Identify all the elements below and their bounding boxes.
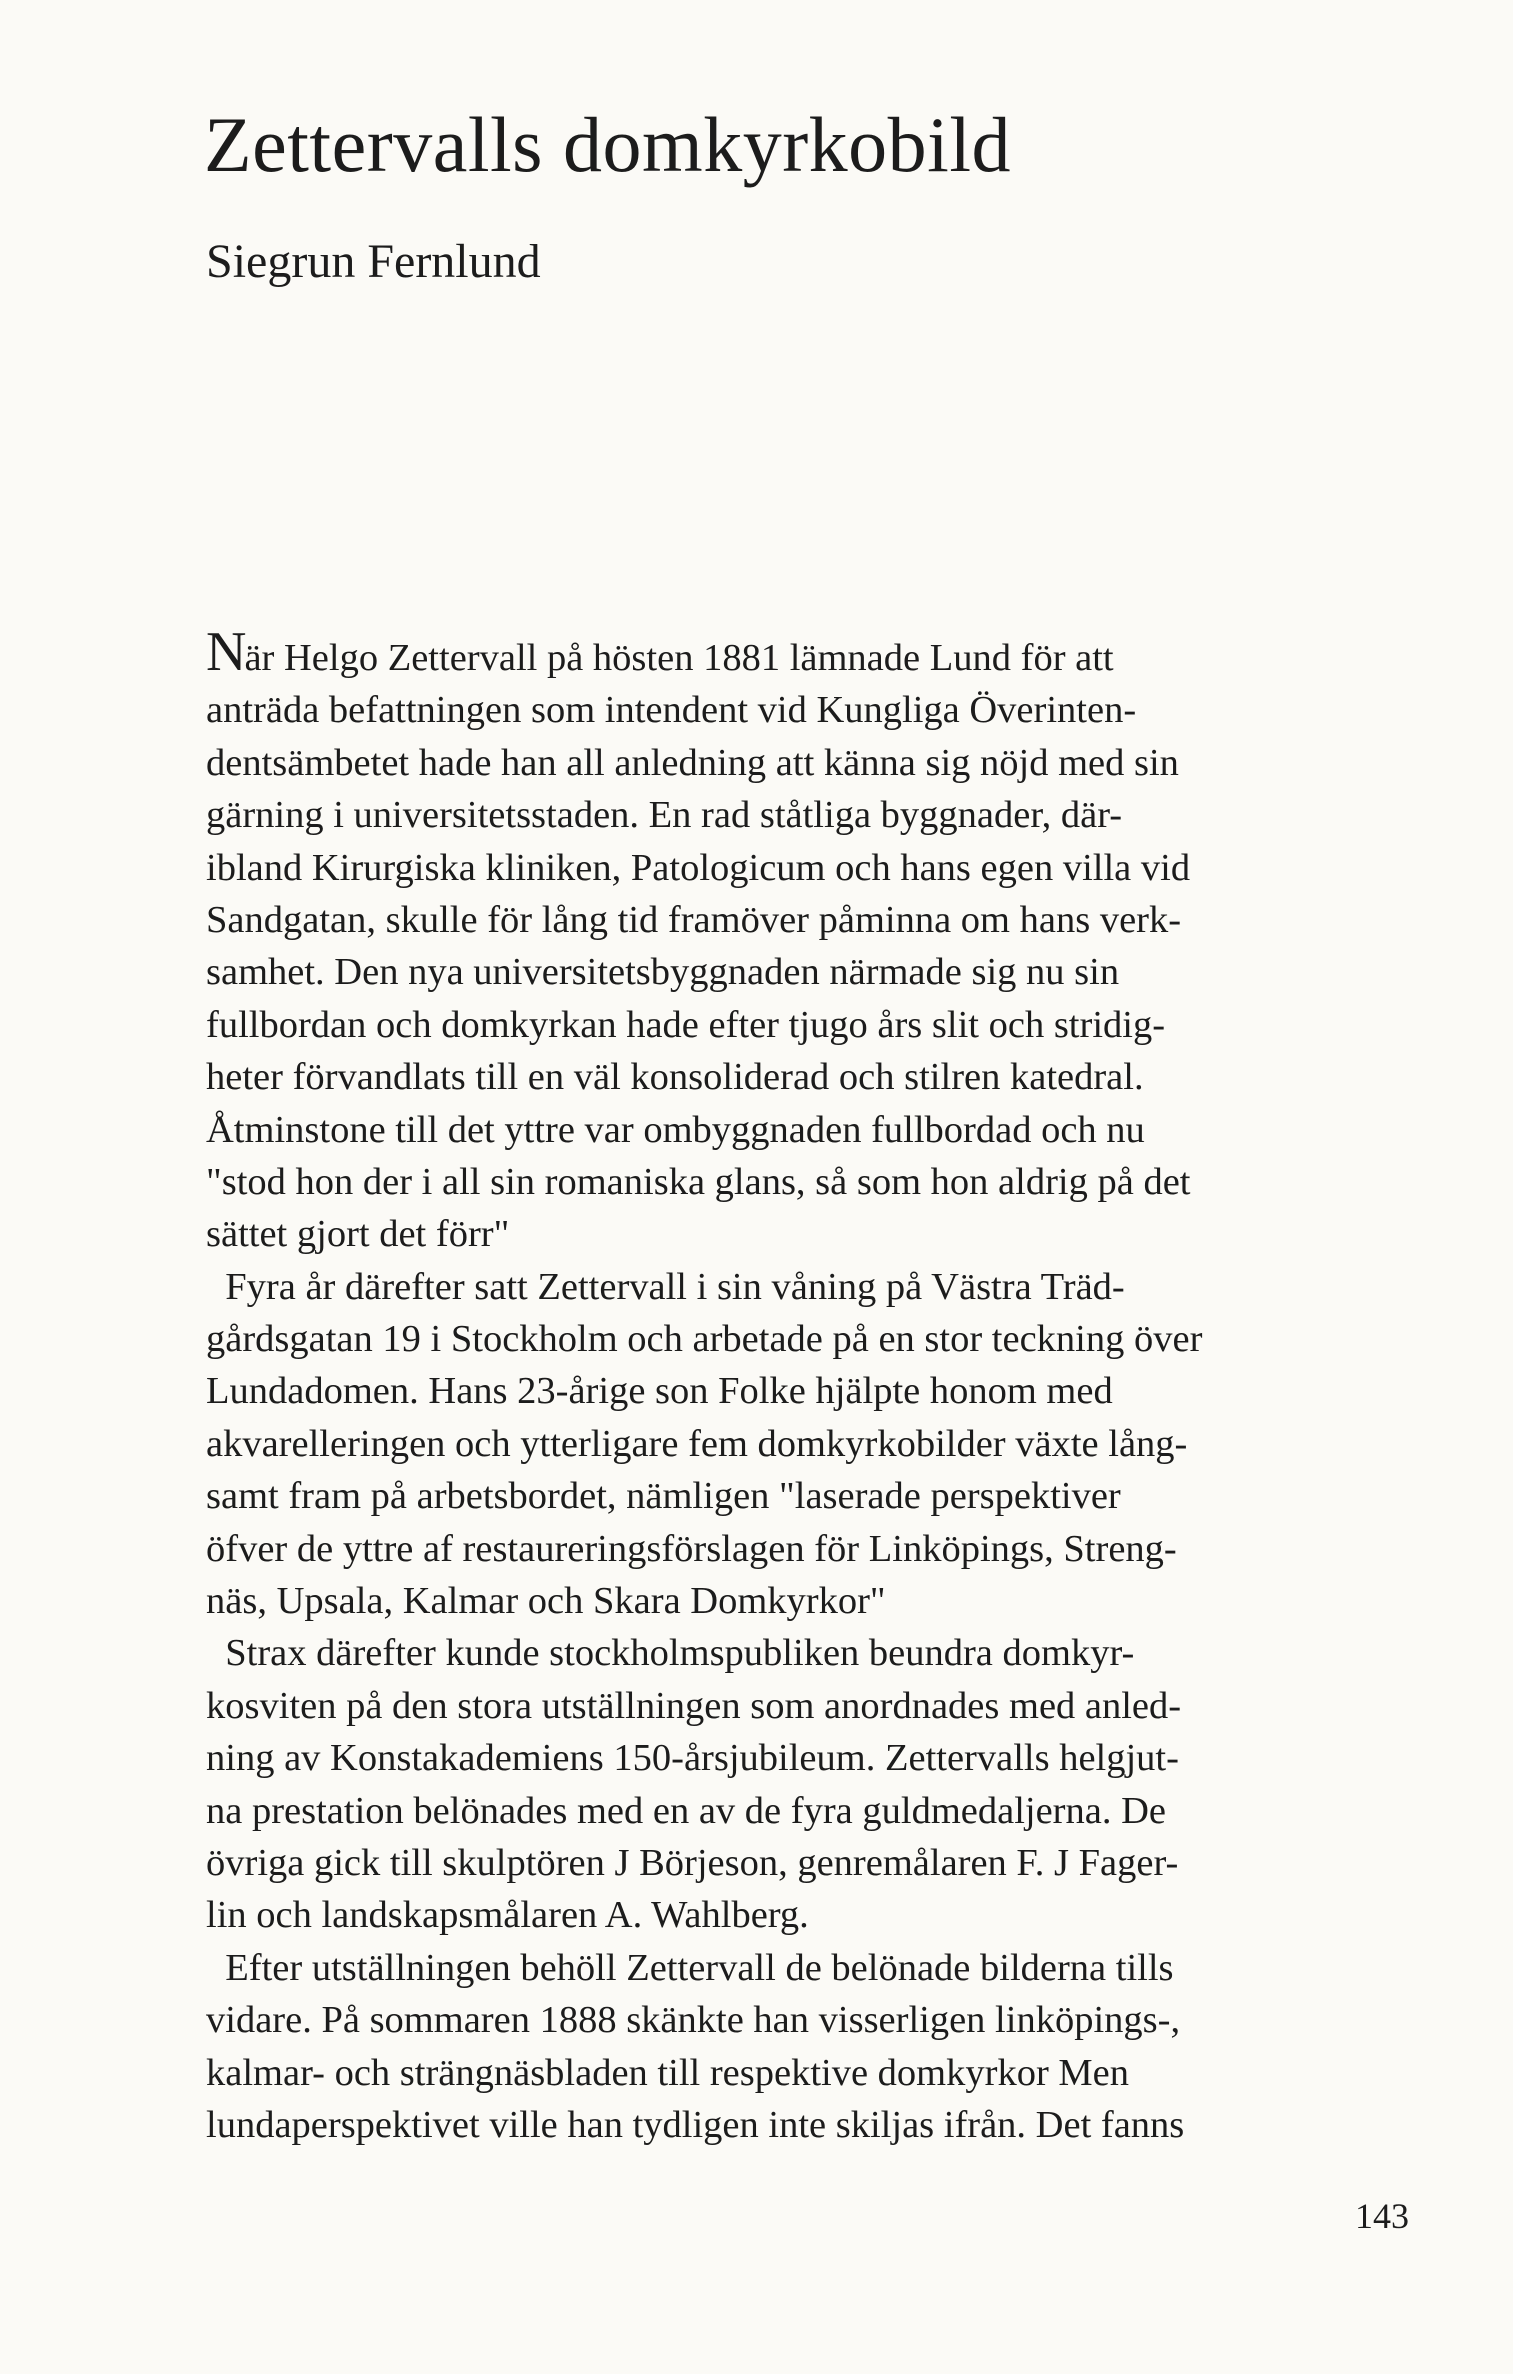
text-line: Lundadomen. Hans 23-årige son Folke hjälpte honom med xyxy=(206,1370,1113,1413)
text-line: kosviten på den stora utställningen som anordnades med anled- xyxy=(206,1684,1182,1727)
text-line: na prestation belönades med en av de fyra guldmedaljerna. De xyxy=(206,1789,1166,1832)
text-line: gårdsgatan 19 i Stockholm och arbetade på en stor teckning över xyxy=(206,1318,1203,1361)
text-line: övriga gick till skulptören J Börjeson, genremålaren F. J Fager- xyxy=(206,1841,1179,1884)
paragraph-4 xyxy=(206,1942,1398,2152)
text-line: heter förvandlats till en väl konsoliderad och stilren katedral. xyxy=(206,1056,1144,1099)
text-line: öfver de yttre af restaureringsförslagen för Linköpings, Streng- xyxy=(206,1527,1177,1570)
text-line: lundaperspektivet ville han tydligen inte skiljas ifrån. Det fanns xyxy=(206,2103,1185,2146)
text-line: kalmar- och strängnäsbladen till respektive domkyrkor Men xyxy=(206,2051,1129,2094)
text-line: dentsämbetet hade han all anledning att känna sig nöjd med sin xyxy=(206,741,1179,784)
text-line: När Helgo Zettervall på hösten 1881 lämnade Lund för att xyxy=(206,632,1398,684)
paragraph-1 xyxy=(206,632,1398,1261)
text-line: akvarelleringen och ytterligare fem domkyrkobilder växte lång- xyxy=(206,1422,1188,1465)
page-number: 143 xyxy=(1355,2196,1409,2236)
text-line: Efter utställningen behöll Zettervall de belönade bilderna tills xyxy=(206,1946,1174,1989)
text-line: Fyra år därefter satt Zettervall i sin våning på Västra Träd- xyxy=(206,1265,1125,1308)
text-line: ning av Konstakademiens 150-årsjubileum. Zettervalls helgjut- xyxy=(206,1737,1179,1780)
article-body xyxy=(206,632,1398,2151)
text-line: Sandgatan, skulle för lång tid framöver påminna om hans verk- xyxy=(206,898,1182,941)
drop-cap: N xyxy=(206,632,245,683)
article-title: Zettervalls domkyrkobild xyxy=(204,101,1012,188)
paragraph-2 xyxy=(206,1261,1398,1628)
text-line: gärning i universitetsstaden. En rad ståtliga byggnader, där- xyxy=(206,794,1123,837)
text-line: ibland Kirurgiska kliniken, Patologicum och hans egen villa vid xyxy=(206,846,1191,889)
article-author: Siegrun Fernlund xyxy=(206,235,541,288)
text-line: samhet. Den nya universitetsbyggnaden närmade sig nu sin xyxy=(206,951,1120,994)
text-line: näs, Upsala, Kalmar och Skara Domkyrkor" xyxy=(206,1580,886,1623)
text-line: Åtminstone till det yttre var ombyggnaden fullbordad och nu xyxy=(206,1108,1145,1151)
paragraph-3 xyxy=(206,1627,1398,1941)
text-line: Strax därefter kunde stockholmspubliken beundra domkyr- xyxy=(206,1632,1135,1675)
text-line: vidare. På sommaren 1888 skänkte han visserligen linköpings-, xyxy=(206,1999,1181,2042)
text-line: samt fram på arbetsbordet, nämligen "laserade perspektiver xyxy=(206,1475,1121,1518)
text-line: sättet gjort det förr" xyxy=(206,1213,510,1256)
text-line: fullbordan och domkyrkan hade efter tjugo års slit och stridig- xyxy=(206,1003,1166,1046)
text-line: lin och landskapsmålaren A. Wahlberg. xyxy=(206,1894,809,1937)
text-line: "stod hon der i all sin romaniska glans, så som hon aldrig på det xyxy=(206,1160,1191,1203)
text-line: anträda befattningen som intendent vid Kungliga Överinten- xyxy=(206,689,1137,732)
